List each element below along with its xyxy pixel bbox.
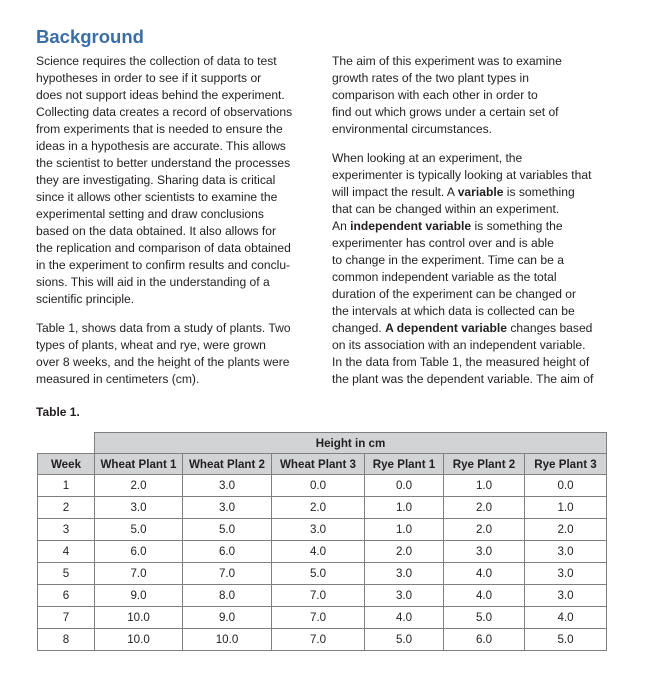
table-cell: 3.0 <box>525 585 607 607</box>
text-line: over 8 weeks, and the height of the plants were <box>36 355 290 369</box>
text-line: experimental setting and draw conclusions <box>36 207 264 221</box>
text-line: ideas in a hypothesis are accurate. This allows <box>36 139 286 153</box>
table-cell: 2.0 <box>444 497 525 519</box>
text-line: find out which grows under a certain set of <box>332 105 559 119</box>
table-cell: 5.0 <box>272 563 365 585</box>
text-line: common independent variable as the total <box>332 270 557 284</box>
table-cell: 5.0 <box>365 629 444 651</box>
text-line: types of plants, wheat and rye, were grown <box>36 338 266 352</box>
table-caption: Table 1. <box>36 405 80 419</box>
table-cell: 3.0 <box>183 497 272 519</box>
section-heading: Background <box>36 26 144 47</box>
independent-variable-paragraph <box>332 218 622 388</box>
table-cell: 1 <box>38 475 95 497</box>
text-line: An <box>332 219 351 233</box>
aim-paragraph <box>332 53 622 138</box>
table-cell: 3.0 <box>525 541 607 563</box>
table-cell: 7 <box>38 607 95 629</box>
text-line: environmental circumstances. <box>332 122 492 136</box>
variable-paragraph <box>332 150 622 218</box>
table-cell: 6 <box>38 585 95 607</box>
table-row <box>38 607 607 629</box>
table-cell: 8 <box>38 629 95 651</box>
table-cell: 3.0 <box>444 541 525 563</box>
table-cell: 7.0 <box>272 585 365 607</box>
table-cell: 7.0 <box>272 629 365 651</box>
table-cell: 10.0 <box>95 607 183 629</box>
table-cell: 3.0 <box>95 497 183 519</box>
table-cell: 1.0 <box>365 497 444 519</box>
table-cell: 3.0 <box>183 475 272 497</box>
table-cell: 3.0 <box>365 585 444 607</box>
text-line: that can be changed within an experiment. <box>332 202 560 216</box>
table-cell: 9.0 <box>183 607 272 629</box>
table-cell: 2.0 <box>365 541 444 563</box>
table-cell: 5.0 <box>444 607 525 629</box>
table-cell: 5.0 <box>525 629 607 651</box>
table-cell: 3.0 <box>525 563 607 585</box>
table-cell: 0.0 <box>365 475 444 497</box>
table-cell: 4.0 <box>365 607 444 629</box>
table-cell: 4 <box>38 541 95 563</box>
text-line: from experiments that is needed to ensure the <box>36 122 283 136</box>
text-line: they are investigating. Sharing data is critical <box>36 173 276 187</box>
table-cell: 2.0 <box>525 519 607 541</box>
column-header-wheat-plant-1: Wheat Plant 1 <box>95 454 183 475</box>
table-corner-cell <box>38 433 95 454</box>
term-variable: variable <box>457 185 504 199</box>
text-line: will impact the result. A <box>332 185 458 199</box>
table-row <box>38 541 607 563</box>
table-group-header: Height in cm <box>95 433 607 454</box>
left-column <box>36 53 321 388</box>
text-line: Table 1, shows data from a study of plants. Two <box>36 321 291 335</box>
table-cell: 9.0 <box>95 585 183 607</box>
text-line: since it allows other scientists to examine the <box>36 190 278 204</box>
table-row <box>38 497 607 519</box>
text-line: changes based <box>507 321 593 335</box>
text-line: comparison with each other in order to <box>332 88 538 102</box>
table-cell: 3 <box>38 519 95 541</box>
text-line: the replication and comparison of data obtained <box>36 241 291 255</box>
table-cell: 8.0 <box>183 585 272 607</box>
table-cell: 0.0 <box>525 475 607 497</box>
text-line: Science requires the collection of data to test <box>36 54 277 68</box>
table-row <box>38 585 607 607</box>
table-intro-paragraph <box>36 320 321 388</box>
term-independent-variable: independent variable <box>350 219 472 233</box>
column-header-rye-plant-1: Rye Plant 1 <box>365 454 444 475</box>
table-cell: 6.0 <box>444 629 525 651</box>
text-line: the plant was the dependent variable. The aim of <box>332 372 594 386</box>
table-row <box>38 519 607 541</box>
table-row <box>38 475 607 497</box>
table-cell: 2.0 <box>95 475 183 497</box>
table-cell: 5.0 <box>95 519 183 541</box>
table-group-header-row <box>38 433 607 454</box>
text-line: is something <box>503 185 575 199</box>
table-cell: 0.0 <box>272 475 365 497</box>
column-header-rye-plant-3: Rye Plant 3 <box>525 454 607 475</box>
text-line: Collecting data creates a record of observations <box>36 105 293 119</box>
plant-height-table <box>37 432 607 651</box>
text-line: changed. <box>332 321 386 335</box>
text-line: on its association with an independent variable. <box>332 338 586 352</box>
table-cell: 5 <box>38 563 95 585</box>
table-cell: 6.0 <box>95 541 183 563</box>
table-cell: 10.0 <box>183 629 272 651</box>
table-cell: 5.0 <box>183 519 272 541</box>
column-header-wheat-plant-3: Wheat Plant 3 <box>272 454 365 475</box>
text-line: scientific principle. <box>36 292 135 306</box>
table-cell: 4.0 <box>444 563 525 585</box>
table-cell: 4.0 <box>272 541 365 563</box>
text-line: duration of the experiment can be changed or <box>332 287 577 301</box>
text-line: hypotheses in order to see if it supports or <box>36 71 262 85</box>
text-line: to change in the experiment. Time can be a <box>332 253 564 267</box>
table-cell: 2 <box>38 497 95 519</box>
text-line: measured in centimeters (cm). <box>36 372 200 386</box>
table-cell: 1.0 <box>444 475 525 497</box>
table-row <box>38 563 607 585</box>
table-cell: 2.0 <box>272 497 365 519</box>
right-column <box>332 53 622 388</box>
column-header-rye-plant-2: Rye Plant 2 <box>444 454 525 475</box>
table-row <box>38 629 607 651</box>
text-line: does not support ideas behind the experiment. <box>36 88 285 102</box>
table-cell: 4.0 <box>525 607 607 629</box>
table-cell: 3.0 <box>365 563 444 585</box>
table-cell: 6.0 <box>183 541 272 563</box>
text-line: In the data from Table 1, the measured height of <box>332 355 590 369</box>
text-line: in the experiment to confirm results and conclu- <box>36 258 291 272</box>
column-header-wheat-plant-2: Wheat Plant 2 <box>183 454 272 475</box>
text-line: sions. This will aid in the understanding of a <box>36 275 270 289</box>
table-cell: 7.0 <box>95 563 183 585</box>
text-line: growth rates of the two plant types in <box>332 71 529 85</box>
text-line: experimenter is typically looking at variables that <box>332 168 592 182</box>
table-cell: 2.0 <box>444 519 525 541</box>
table-cell: 1.0 <box>525 497 607 519</box>
text-line: the intervals at which data is collected can be <box>332 304 575 318</box>
table-cell: 4.0 <box>444 585 525 607</box>
term-dependent-variable: A dependent variable <box>385 321 507 335</box>
table-cell: 1.0 <box>365 519 444 541</box>
text-line: the scientist to better understand the processes <box>36 156 291 170</box>
text-line: The aim of this experiment was to examine <box>332 54 562 68</box>
table-cell: 7.0 <box>272 607 365 629</box>
intro-paragraph <box>36 53 321 308</box>
text-line: When looking at an experiment, the <box>332 151 523 165</box>
text-line: based on the data obtained. It also allows for <box>36 224 277 238</box>
table-cell: 7.0 <box>183 563 272 585</box>
column-header-week: Week <box>38 454 95 475</box>
text-line: is something the <box>471 219 563 233</box>
table-cell: 10.0 <box>95 629 183 651</box>
table-header-row <box>38 454 607 475</box>
text-line: experimenter has control over and is able <box>332 236 554 250</box>
table-cell: 3.0 <box>272 519 365 541</box>
